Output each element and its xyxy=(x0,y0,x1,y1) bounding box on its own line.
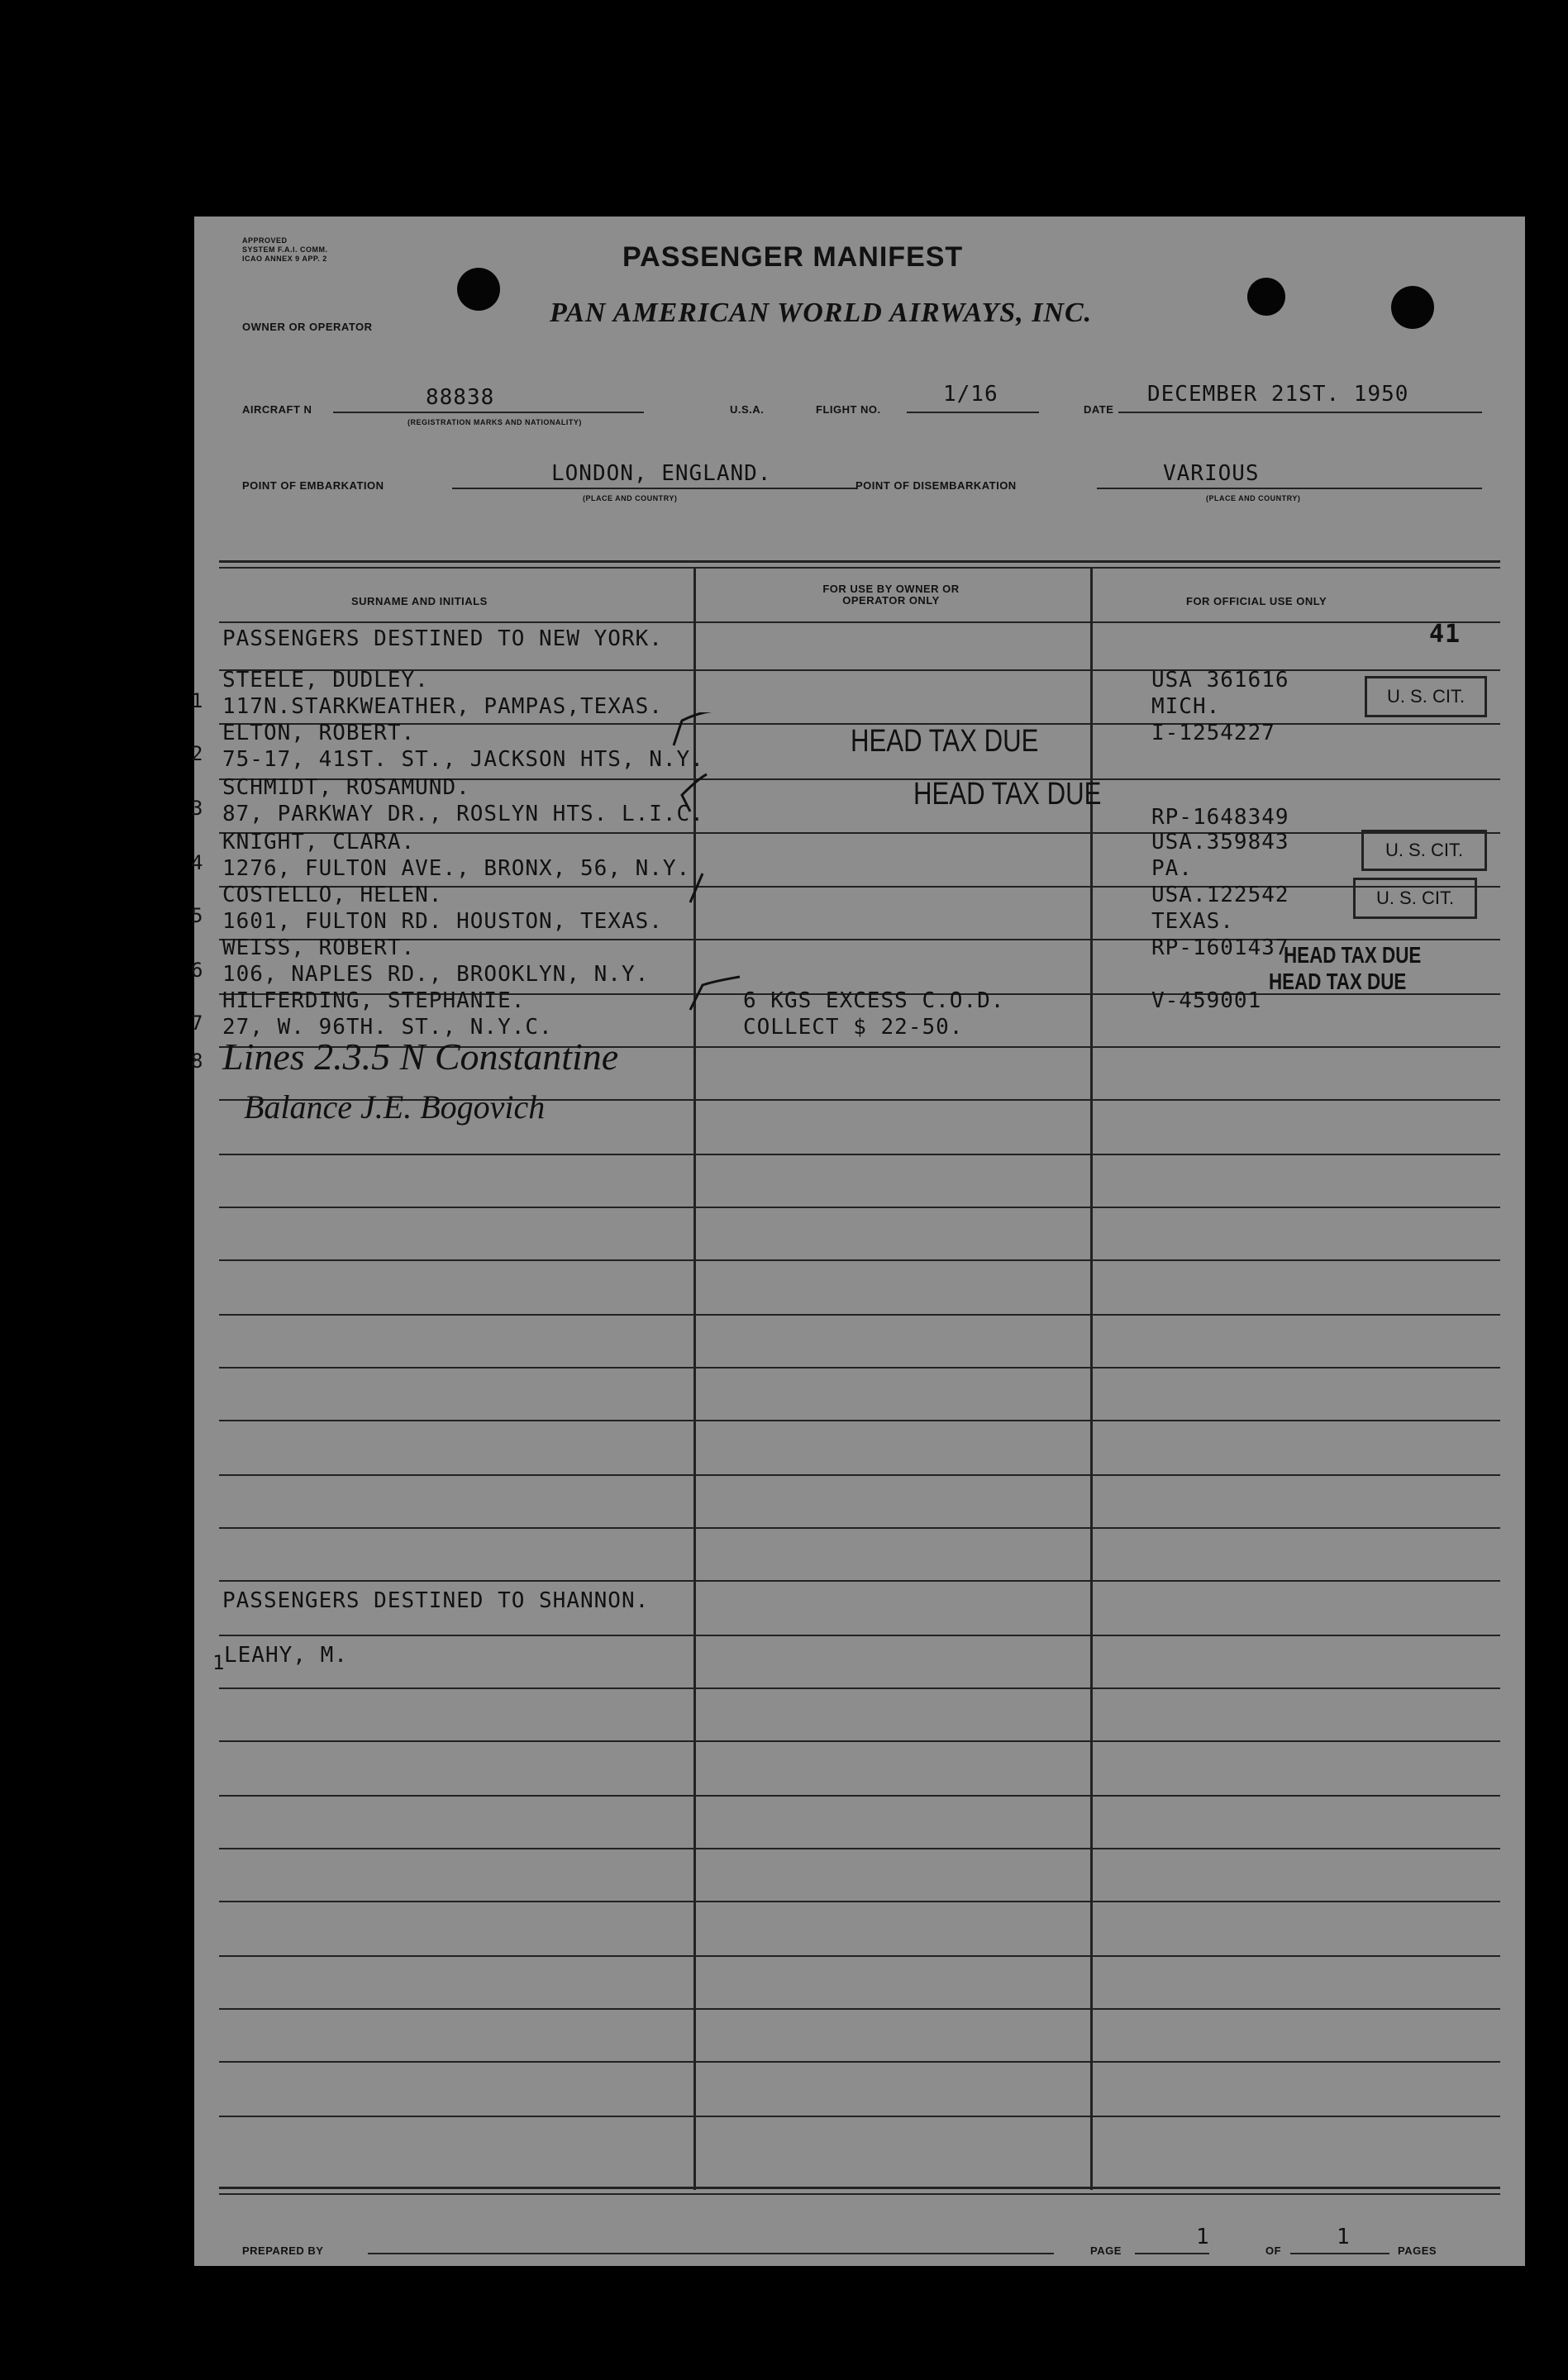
date-underline xyxy=(1118,412,1482,413)
passenger-name: COSTELLO, HELEN. xyxy=(222,883,443,907)
passenger-name: HILFERDING, STEPHANIE. xyxy=(222,988,526,1013)
punch-hole xyxy=(457,268,500,311)
rule xyxy=(219,1420,1500,1421)
rule xyxy=(219,1367,1500,1368)
official-entry: USA 361616 xyxy=(1151,668,1289,693)
aircraft-label: AIRCRAFT N xyxy=(242,403,312,416)
passenger-address: 106, NAPLES RD., BROOKLYN, N.Y. xyxy=(222,962,650,987)
rule xyxy=(219,2116,1500,2117)
aircraft-underline xyxy=(333,412,644,413)
passenger-address: 75-17, 41ST. ST., JACKSON HTS, N.Y. xyxy=(222,747,704,772)
row-number: 8 xyxy=(191,1050,203,1073)
page-underline xyxy=(1135,2253,1209,2254)
head-tax-stamp: HEAD TAX DUE xyxy=(1269,969,1407,994)
rule xyxy=(219,1955,1500,1957)
official-entry: USA.122542 xyxy=(1151,883,1289,907)
disembarkation-label: POINT OF DISEMBARKATION xyxy=(855,479,1017,492)
rule xyxy=(219,1474,1500,1476)
official-entry: USA.359843 xyxy=(1151,830,1289,854)
page-number: 1 xyxy=(1196,2225,1210,2249)
embarkation-note: (PLACE AND COUNTRY) xyxy=(583,494,678,502)
rule xyxy=(219,1687,1500,1689)
head-tax-stamp: HEAD TAX DUE xyxy=(1284,942,1422,968)
total-underline xyxy=(1290,2253,1389,2254)
registration-note: (REGISTRATION MARKS AND NATIONALITY) xyxy=(407,418,582,426)
passenger-address: 1601, FULTON RD. HOUSTON, TEXAS. xyxy=(222,909,663,934)
row-number: 5 xyxy=(191,904,203,927)
passenger-name: STEELE, DUDLEY. xyxy=(222,668,429,693)
prepared-by-label: PREPARED BY xyxy=(242,2244,324,2257)
passenger-address: 87, PARKWAY DR., ROSLYN HTS. L.I.C. xyxy=(222,802,704,826)
row-number: 1 xyxy=(212,1651,225,1674)
row-number: 7 xyxy=(191,1011,203,1035)
row-number: 2 xyxy=(191,742,203,765)
date-value: DECEMBER 21ST. 1950 xyxy=(1147,382,1409,407)
operator-name: PAN AMERICAN WORLD AIRWAYS, INC. xyxy=(550,298,1093,328)
excess-baggage-note: COLLECT $ 22-50. xyxy=(743,1015,964,1040)
manifest-sheet xyxy=(191,217,1525,2266)
rule xyxy=(219,1259,1500,1261)
disembarkation-note: (PLACE AND COUNTRY) xyxy=(1206,494,1301,502)
check-marks xyxy=(657,712,756,1059)
row-number: 6 xyxy=(191,959,203,982)
us-citizen-badge: U. S. CIT. xyxy=(1361,830,1487,871)
flight-number: 1/16 xyxy=(943,382,998,407)
row-number: 4 xyxy=(191,851,203,874)
rule xyxy=(219,2061,1500,2063)
official-entry: I-1254227 xyxy=(1151,721,1275,745)
head-tax-stamp: HEAD TAX DUE xyxy=(851,724,1039,759)
table-top-border-2 xyxy=(219,567,1500,569)
total-pages: 1 xyxy=(1337,2225,1351,2249)
rule xyxy=(219,621,1500,623)
prepared-by-underline xyxy=(368,2253,1054,2254)
punch-hole xyxy=(1247,278,1285,316)
passenger-name: ELTON, ROBERT. xyxy=(222,721,416,745)
head-tax-stamp: HEAD TAX DUE xyxy=(913,777,1102,812)
column-header-surname: SURNAME AND INITIALS xyxy=(351,595,488,607)
rule xyxy=(219,1314,1500,1316)
section-header-new-york: PASSENGERS DESTINED TO NEW YORK. xyxy=(222,626,663,651)
handwritten-note: Balance J.E. Bogovich xyxy=(244,1088,546,1126)
table-top-border xyxy=(219,560,1500,563)
embarkation-label: POINT OF EMBARKATION xyxy=(242,479,384,492)
owner-label: OWNER OR OPERATOR xyxy=(242,321,373,333)
rule xyxy=(219,1154,1500,1155)
rule xyxy=(219,1901,1500,1902)
page-label: PAGE xyxy=(1090,2244,1122,2257)
punch-hole xyxy=(1391,286,1434,329)
column-header-owner: FOR USE BY OWNER OR OPERATOR ONLY xyxy=(822,583,960,607)
rule xyxy=(219,1740,1500,1742)
rule xyxy=(219,1848,1500,1849)
passenger-address: 27, W. 96TH. ST., N.Y.C. xyxy=(222,1015,553,1040)
passenger-address: 117N.STARKWEATHER, PAMPAS,TEXAS. xyxy=(222,694,663,719)
rule xyxy=(219,1635,1500,1636)
rule xyxy=(219,1207,1500,1208)
disembarkation-value: VARIOUS xyxy=(1163,461,1260,486)
passenger-count: 41 xyxy=(1429,620,1461,649)
official-entry: V-459001 xyxy=(1151,988,1262,1013)
embarkation-underline xyxy=(452,488,857,489)
page-title: PASSENGER MANIFEST xyxy=(622,241,964,273)
table-bottom-border xyxy=(219,2187,1500,2189)
official-entry: TEXAS. xyxy=(1151,909,1234,934)
flight-underline xyxy=(907,412,1039,413)
rule xyxy=(219,2008,1500,2010)
date-label: DATE xyxy=(1084,403,1114,416)
official-entry: PA. xyxy=(1151,856,1193,881)
row-number: 3 xyxy=(191,797,203,820)
us-citizen-badge: U. S. CIT. xyxy=(1353,878,1477,919)
official-entry: RP-1601437 xyxy=(1151,935,1289,960)
embarkation-value: LONDON, ENGLAND. xyxy=(551,461,772,486)
country-label: U.S.A. xyxy=(730,403,765,416)
pages-label: PAGES xyxy=(1398,2244,1437,2257)
official-entry: MICH. xyxy=(1151,694,1221,719)
section-header-shannon: PASSENGERS DESTINED TO SHANNON. xyxy=(222,1588,650,1613)
passenger-name: KNIGHT, CLARA. xyxy=(222,830,416,854)
rule xyxy=(219,1527,1500,1529)
passenger-address: 1276, FULTON AVE., BRONX, 56, N.Y. xyxy=(222,856,691,881)
handwritten-note: Lines 2.3.5 N Constantine xyxy=(222,1035,619,1078)
table-bottom-border-2 xyxy=(219,2193,1500,2195)
rule xyxy=(219,1580,1500,1582)
approval-block: APPROVED SYSTEM F.A.I. COMM. ICAO ANNEX 9 APP. 2 xyxy=(242,236,328,263)
passenger-name: SCHMIDT, ROSAMUND. xyxy=(222,775,470,800)
aircraft-number: 88838 xyxy=(426,385,495,410)
disembarkation-underline xyxy=(1097,488,1482,489)
row-number: 1 xyxy=(191,689,203,712)
flight-label: FLIGHT NO. xyxy=(816,403,881,416)
passenger-name: WEISS, ROBERT. xyxy=(222,935,416,960)
column-header-official: FOR OFFICIAL USE ONLY xyxy=(1186,595,1327,607)
of-label: OF xyxy=(1265,2244,1282,2257)
passenger-name: LEAHY, M. xyxy=(224,1643,348,1668)
us-citizen-badge: U. S. CIT. xyxy=(1365,676,1487,717)
official-entry: RP-1648349 xyxy=(1151,805,1289,830)
rule xyxy=(219,1795,1500,1797)
excess-baggage-note: 6 KGS EXCESS C.O.D. xyxy=(743,988,1005,1013)
